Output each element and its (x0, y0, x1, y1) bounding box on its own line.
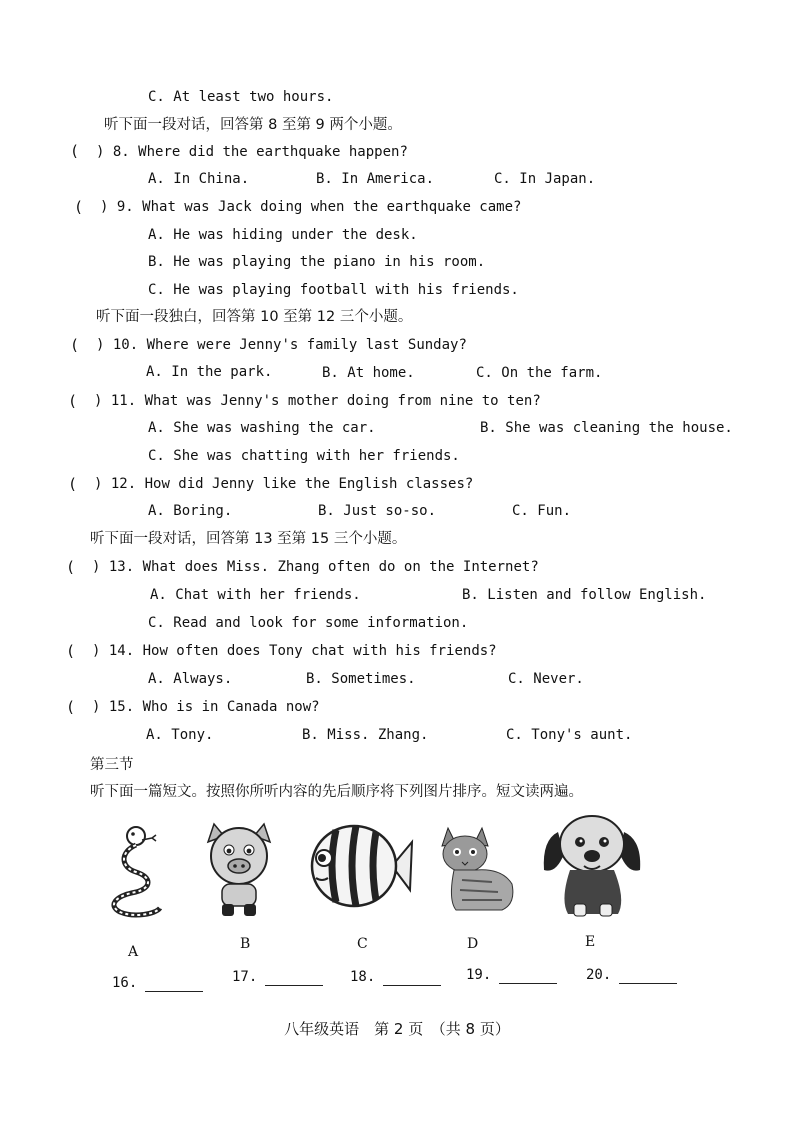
q10-option-a: A. In the park. (146, 364, 273, 380)
q10-answer-slot[interactable]: ( (70, 336, 80, 354)
part3-title: 第三节 (90, 757, 134, 773)
q8-option-a: A. In China. (148, 171, 250, 187)
q12-question: ) 12. How did Jenny like the English classes? (94, 476, 474, 492)
q13-option-a: A. Chat with her friends. (150, 587, 361, 603)
q15-option-b: B. Miss. Zhang. (302, 727, 429, 743)
q11-answer-slot[interactable]: ( (68, 392, 78, 410)
q12-option-c: C. Fun. (512, 503, 572, 519)
q12-option-b: B. Just so-so. (318, 503, 437, 519)
snake-picture (100, 822, 168, 922)
q14-option-b: B. Sometimes. (306, 671, 416, 687)
page-footer: 八年级英语 第 2 页 （共 8 页） (284, 1020, 510, 1038)
q15-option-a: A. Tony. (146, 727, 214, 743)
picture-label-b: B (240, 936, 251, 952)
picture-label-a: A (128, 944, 139, 960)
section-heading-13-15: 听下面一段对话，回答第 13 至第 15 三个小题。 (90, 531, 407, 547)
q13-option-c: C. Read and look for some information. (148, 615, 469, 631)
answer-blank-16[interactable]: 16. (112, 974, 203, 992)
section-heading-8-9: 听下面一段对话，回答第 8 至第 9 两个小题。 (104, 117, 402, 133)
cat-picture (432, 820, 520, 914)
q10-option-b: B. At home. (322, 365, 415, 381)
answer-blank-20[interactable]: 20. (586, 966, 677, 984)
q11-option-c: C. She was chatting with her friends. (148, 448, 460, 464)
q9-answer-slot[interactable]: ( (74, 198, 84, 216)
q9-option-a: A. He was hiding under the desk. (148, 227, 418, 243)
answer-blank-19[interactable]: 19. (466, 966, 557, 984)
pig-picture (200, 814, 278, 920)
q9-option-c: C. He was playing football with his friends. (148, 282, 519, 298)
dog-picture (540, 810, 646, 918)
q8-question: ) 8. Where did the earthquake happen? (96, 144, 408, 160)
q14-option-c: C. Never. (508, 671, 584, 687)
part3-instruction: 听下面一篇短文。按照你所听内容的先后顺序将下列图片排序。短文读两遍。 (90, 784, 583, 800)
q13-question: ) 13. What does Miss. Zhang often do on the Internet? (92, 559, 539, 575)
q9-option-b: B. He was playing the piano in his room. (148, 254, 486, 270)
answer-blank-18[interactable]: 18. (350, 968, 441, 986)
picture-label-c: C (357, 936, 368, 952)
q11-option-a: A. She was washing the car. (148, 420, 376, 436)
q9-question: ) 9. What was Jack doing when the earthquake came? (100, 199, 522, 215)
q15-option-c: C. Tony's aunt. (506, 727, 633, 743)
q10-option-c: C. On the farm. (476, 365, 603, 381)
q8-option-c: C. In Japan. (494, 171, 596, 187)
q8-answer-slot[interactable]: ( (70, 142, 80, 160)
q12-option-a: A. Boring. (148, 503, 233, 519)
q11-option-b: B. She was cleaning the house. (480, 420, 733, 436)
picture-label-d: D (467, 936, 479, 952)
q15-answer-slot[interactable]: ( (66, 698, 76, 716)
answer-blank-17[interactable]: 17. (232, 968, 323, 986)
q14-answer-slot[interactable]: ( (66, 642, 76, 660)
q14-question: ) 14. How often does Tony chat with his friends? (92, 643, 497, 659)
q13-option-b: B. Listen and follow English. (462, 587, 707, 603)
q13-answer-slot[interactable]: ( (66, 558, 76, 576)
section-heading-10-12: 听下面一段独白，回答第 10 至第 12 三个小题。 (96, 309, 413, 325)
q7-option-c: C. At least two hours. (148, 89, 334, 105)
q11-question: ) 11. What was Jenny's mother doing from nine to ten? (94, 393, 541, 409)
q14-option-a: A. Always. (148, 671, 233, 687)
picture-label-e: E (585, 934, 596, 950)
q15-question: ) 15. Who is in Canada now? (92, 699, 320, 715)
q8-option-b: B. In America. (316, 171, 435, 187)
q12-answer-slot[interactable]: ( (68, 475, 78, 493)
fish-picture (306, 818, 414, 914)
q10-question: ) 10. Where were Jenny's family last Sunday? (96, 337, 467, 353)
